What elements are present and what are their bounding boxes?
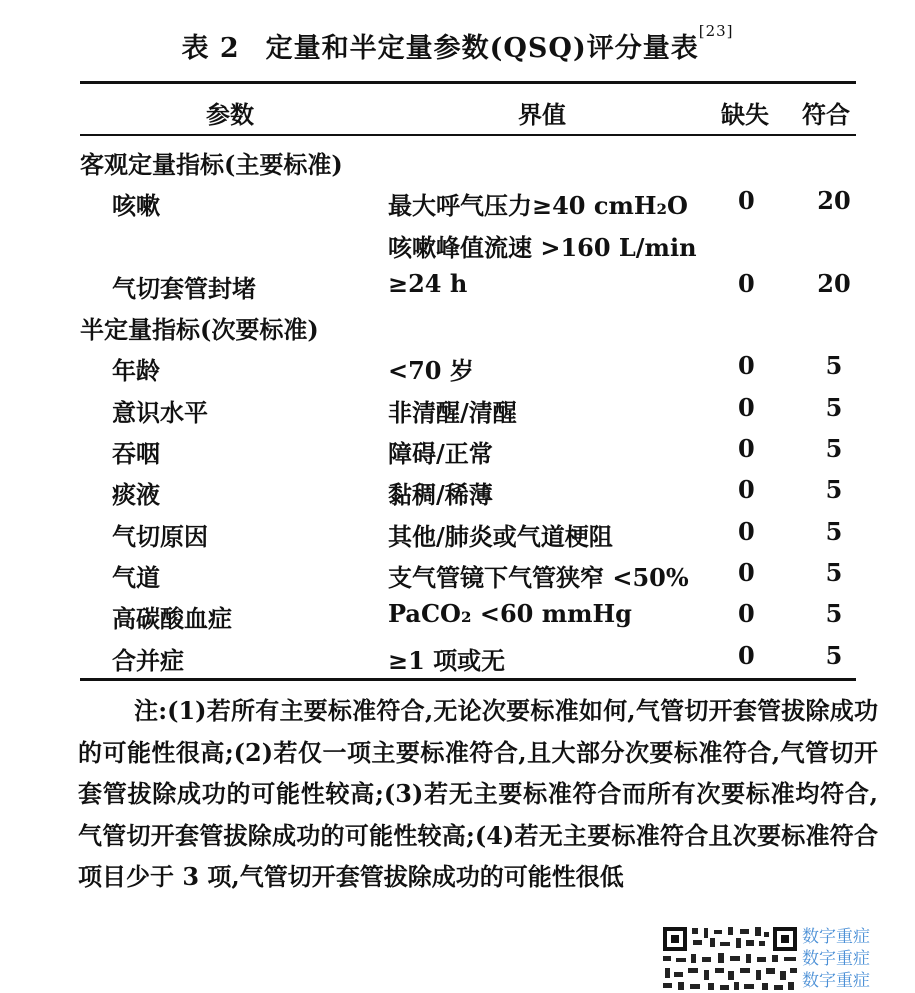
threshold-cell: <70 岁 bbox=[388, 356, 474, 386]
header-missing: 缺失 bbox=[721, 100, 769, 129]
table-section-row bbox=[80, 305, 856, 346]
match-score-cell: 5 bbox=[825, 475, 843, 505]
match-score-cell: 5 bbox=[825, 516, 843, 546]
missing-score-cell: 0 bbox=[738, 186, 755, 216]
match-score-cell: 5 bbox=[825, 599, 843, 629]
missing-score-cell: 0 bbox=[738, 434, 755, 464]
table-row bbox=[80, 181, 856, 222]
top-rule bbox=[80, 81, 856, 84]
table-row bbox=[80, 553, 856, 594]
header-param: 参数 bbox=[206, 100, 254, 129]
section-label: 客观定量指标(主要标准) bbox=[80, 150, 343, 179]
threshold-cell: ≥1 项或无 bbox=[388, 645, 506, 675]
table-section-row bbox=[80, 140, 856, 181]
qr-code-icon bbox=[660, 924, 800, 993]
header-threshold: 界值 bbox=[518, 100, 566, 129]
table-row bbox=[80, 594, 856, 635]
match-score-cell: 20 bbox=[817, 186, 851, 216]
param-cell: 咳嗽 bbox=[112, 191, 160, 221]
threshold-cell: 非清醒/清醒 bbox=[388, 397, 517, 427]
section-label: 半定量指标(次要标准) bbox=[80, 315, 319, 345]
param-cell: 高碳酸血症 bbox=[112, 604, 232, 634]
watermark-text bbox=[802, 926, 870, 992]
threshold-cell: 障碍/正常 bbox=[388, 439, 493, 469]
watermark bbox=[660, 924, 915, 993]
threshold-cell: 最大呼气压力≥40 cmH₂O bbox=[388, 191, 688, 221]
param-cell: 合并症 bbox=[112, 645, 184, 675]
param-cell: 意识水平 bbox=[112, 397, 208, 427]
param-cell: 气切套管封堵 bbox=[112, 273, 256, 303]
table-row bbox=[80, 429, 856, 470]
reference-mark: [23] bbox=[698, 22, 734, 40]
watermark-line: 数字重症 bbox=[802, 927, 870, 947]
param-cell: 吞咽 bbox=[112, 439, 160, 469]
match-score-cell: 5 bbox=[825, 557, 843, 587]
missing-score-cell: 0 bbox=[738, 557, 755, 587]
table-body bbox=[80, 140, 856, 677]
table-number: 表 2 bbox=[181, 33, 240, 64]
table-row bbox=[80, 346, 856, 387]
watermark-line: 数字重症 bbox=[802, 971, 870, 991]
table-title-text: 定量和半定量参数(QSQ)评分量表 bbox=[265, 33, 699, 64]
table-row bbox=[80, 388, 856, 429]
header-match: 符合 bbox=[802, 100, 850, 129]
param-cell: 痰液 bbox=[112, 480, 160, 510]
threshold-cell: PaCO₂ <60 mmHg bbox=[388, 599, 632, 629]
threshold-cell: 支气管镜下气管狭窄 <50% bbox=[388, 562, 689, 592]
missing-score-cell: 0 bbox=[738, 392, 755, 422]
table-row bbox=[80, 223, 856, 264]
table-header bbox=[80, 91, 856, 131]
threshold-cell: ≥24 h bbox=[388, 268, 468, 298]
table-row bbox=[80, 264, 856, 305]
table-row bbox=[80, 512, 856, 553]
table-row bbox=[80, 470, 856, 511]
missing-score-cell: 0 bbox=[738, 351, 755, 381]
threshold-cell: 黏稠/稀薄 bbox=[388, 480, 493, 510]
table-title bbox=[0, 22, 915, 65]
param-cell: 气切原因 bbox=[112, 521, 208, 551]
missing-score-cell: 0 bbox=[738, 475, 755, 505]
param-cell: 气道 bbox=[112, 562, 160, 592]
table-row bbox=[80, 636, 856, 677]
threshold-cell: 其他/肺炎或气道梗阻 bbox=[388, 521, 613, 551]
match-score-cell: 5 bbox=[825, 392, 843, 422]
threshold-cell: 咳嗽峰值流速 >160 L/min bbox=[388, 232, 697, 262]
missing-score-cell: 0 bbox=[738, 268, 755, 298]
watermark-line: 数字重症 bbox=[802, 949, 870, 969]
table-note: 注:(1)若所有主要标准符合,无论次要标准如何,气管切开套管拔除成功的可能性很高;(2)若仅一项主要标准符合,且大部分次要标准符合,气管切开套管拔除成功的可能性较高;(3)若无主要标准符合而所有次要标准均符合,气管切开套管拔除成功的可能性较高;(4)若无主要标准符合且次要标准符合项目少于 3 项,气管切开套管拔除成功的可能性很低 bbox=[78, 696, 878, 891]
match-score-cell: 20 bbox=[817, 268, 851, 298]
param-cell: 年龄 bbox=[112, 356, 160, 386]
header-rule bbox=[80, 134, 856, 136]
bottom-rule bbox=[80, 678, 856, 681]
missing-score-cell: 0 bbox=[738, 599, 755, 629]
match-score-cell: 5 bbox=[825, 351, 843, 381]
match-score-cell: 5 bbox=[825, 434, 843, 464]
missing-score-cell: 0 bbox=[738, 640, 755, 670]
match-score-cell: 5 bbox=[825, 640, 843, 670]
missing-score-cell: 0 bbox=[738, 516, 755, 546]
